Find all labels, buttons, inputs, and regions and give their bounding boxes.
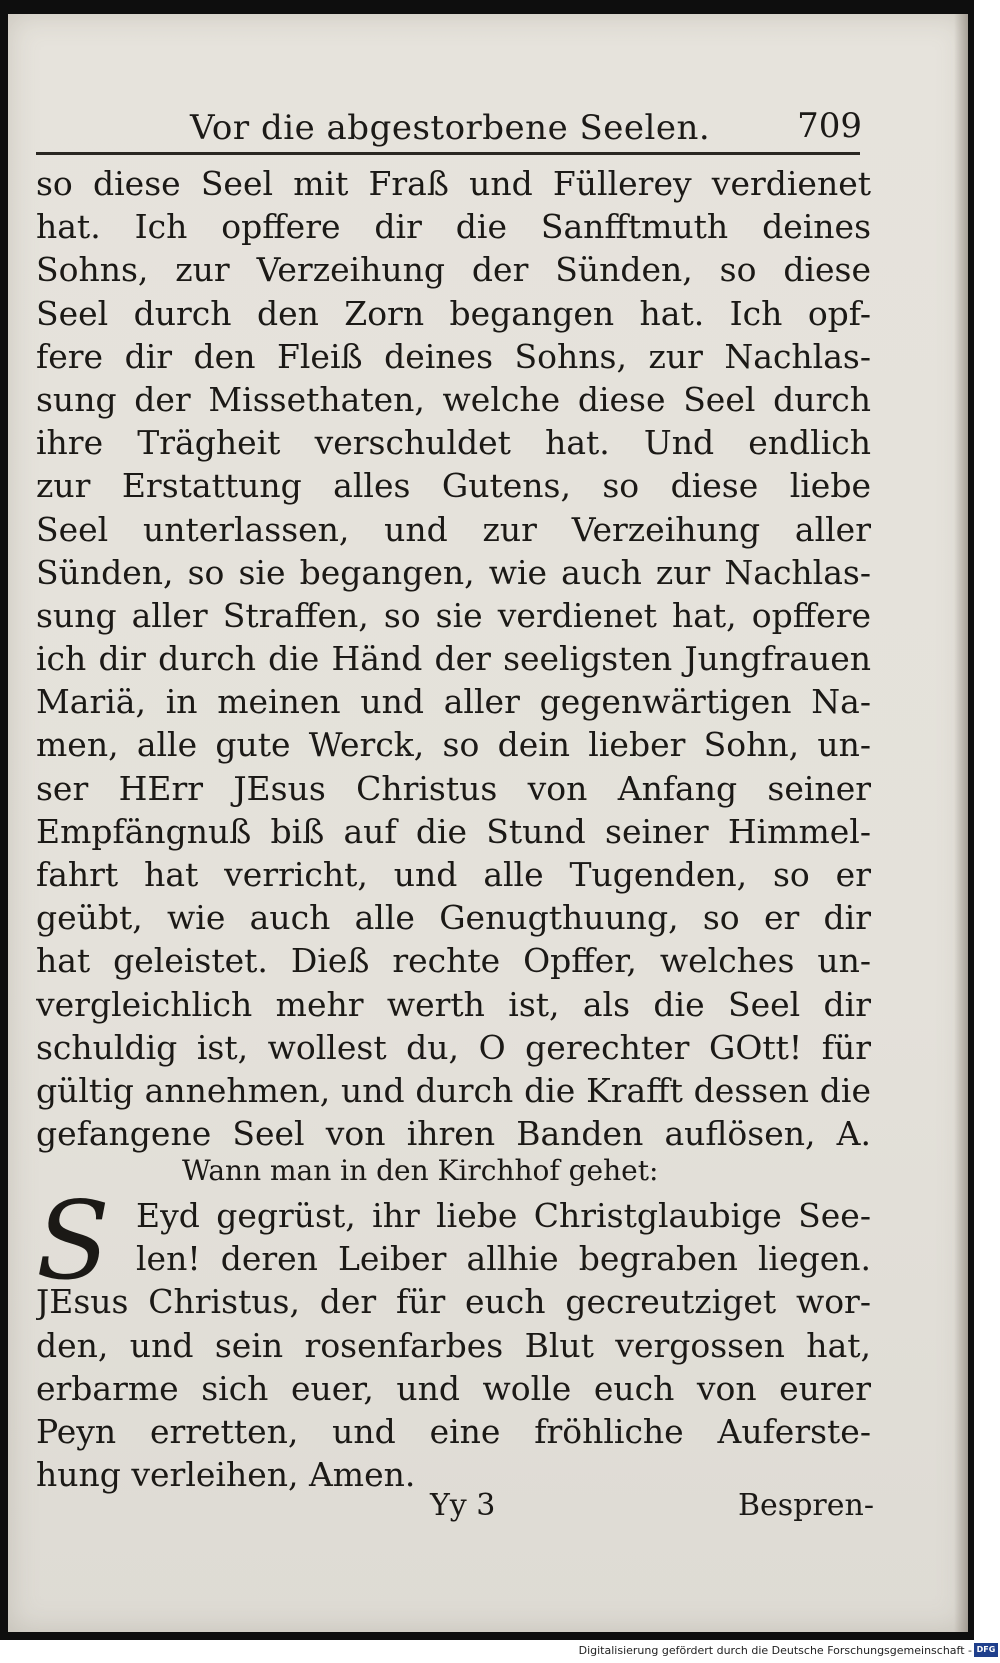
prayer-paragraph — [36, 1179, 871, 1496]
funding-credit: Digitalisierung gefördert durch die Deutsche Forschungsgemeinschaft - — [578, 1644, 972, 1657]
prayer-line: erbarme sich euer, und wolle euch von eurer — [36, 1368, 871, 1408]
text-line: vergleichlich mehr werth ist, als die Seel dir — [36, 984, 871, 1024]
main-text — [36, 162, 871, 1155]
text-line: men, alle gute Werck, so dein lieber Sohn, un- — [36, 725, 871, 765]
prayer-line-last: hung verleihen, Amen. — [36, 1455, 416, 1495]
text-line: Empfängnuß biß auf die Stund seiner Himmel- — [36, 811, 871, 851]
header-rule — [36, 152, 860, 155]
text-line: fahrt hat verricht, und alle Tugenden, so er — [36, 855, 871, 894]
text-line: ser HErr JEsus Christus von Anfang seiner — [36, 768, 871, 808]
text-line: sung der Missethaten, welche diese Seel durch — [36, 379, 871, 419]
text-line: Seel durch den Zorn begangen hat. Ich opf- — [36, 293, 871, 333]
catchword: Bespren- — [738, 1488, 874, 1523]
text-line: ihre Trägheit verschuldet hat. Und endlich — [36, 423, 871, 463]
text-line: so diese Seel mit Fraß und Füllerey verdienet — [36, 164, 871, 203]
prayer-line: Peyn erretten, und eine fröhliche Auferste- — [36, 1411, 871, 1451]
credit-bar — [0, 1640, 1000, 1663]
text-line: sung aller Straffen, so sie verdienet hat, opffere — [36, 595, 871, 635]
page-number: 709 — [797, 106, 862, 146]
page-edge-shadow — [954, 14, 968, 1632]
page-header — [30, 98, 870, 158]
text-line: ich dir durch die Händ der seeligsten Jungfrauen — [36, 639, 871, 679]
text-line: Seel unterlassen, und zur Verzeihung aller — [36, 509, 871, 549]
text-line: geübt, wie auch alle Genugthuung, so er dir — [36, 898, 871, 938]
prayer-line: JEsus Christus, der für euch gecreutziget wor- — [36, 1282, 871, 1322]
text-line-last: gefangene Seel von ihren Banden auflösen, A. — [36, 1114, 871, 1154]
prayer-line: den, und sein rosenfarbes Blut vergossen hat, — [36, 1325, 871, 1365]
prayer-line: Eyd gegrüst, ihr liebe Christglaubige See- — [136, 1196, 871, 1235]
text-line: Sünden, so sie begangen, wie auch zur Nachlas- — [36, 552, 871, 592]
running-head: Vor die abgestorbene Seelen. — [190, 108, 711, 148]
drop-cap: S — [36, 1179, 110, 1304]
prayer-line: len! deren Leiber allhie begraben liegen. — [136, 1239, 871, 1279]
text-line: Sohns, zur Verzeihung der Sünden, so diese — [36, 250, 871, 290]
text-line: hat. Ich opffere dir die Sanfftmuth deines — [36, 207, 871, 247]
text-line: schuldig ist, wollest du, O gerechter GOtt! für — [36, 1027, 871, 1067]
text-line: fere dir den Fleiß deines Sohns, zur Nachlas- — [36, 336, 871, 376]
text-line: hat geleistet. Dieß rechte Opffer, welches un- — [36, 941, 871, 981]
dfg-logo-icon: DFG — [974, 1643, 998, 1657]
signature-mark: Yy 3 — [430, 1488, 496, 1523]
section-heading: Wann man in den Kirchhof gehet: — [182, 1154, 659, 1187]
text-line: zur Erstattung alles Gutens, so diese liebe — [36, 466, 871, 506]
text-line: Mariä, in meinen und aller gegenwärtigen Na- — [36, 682, 871, 722]
text-line: gültig annehmen, und durch die Krafft dessen die — [36, 1070, 871, 1110]
